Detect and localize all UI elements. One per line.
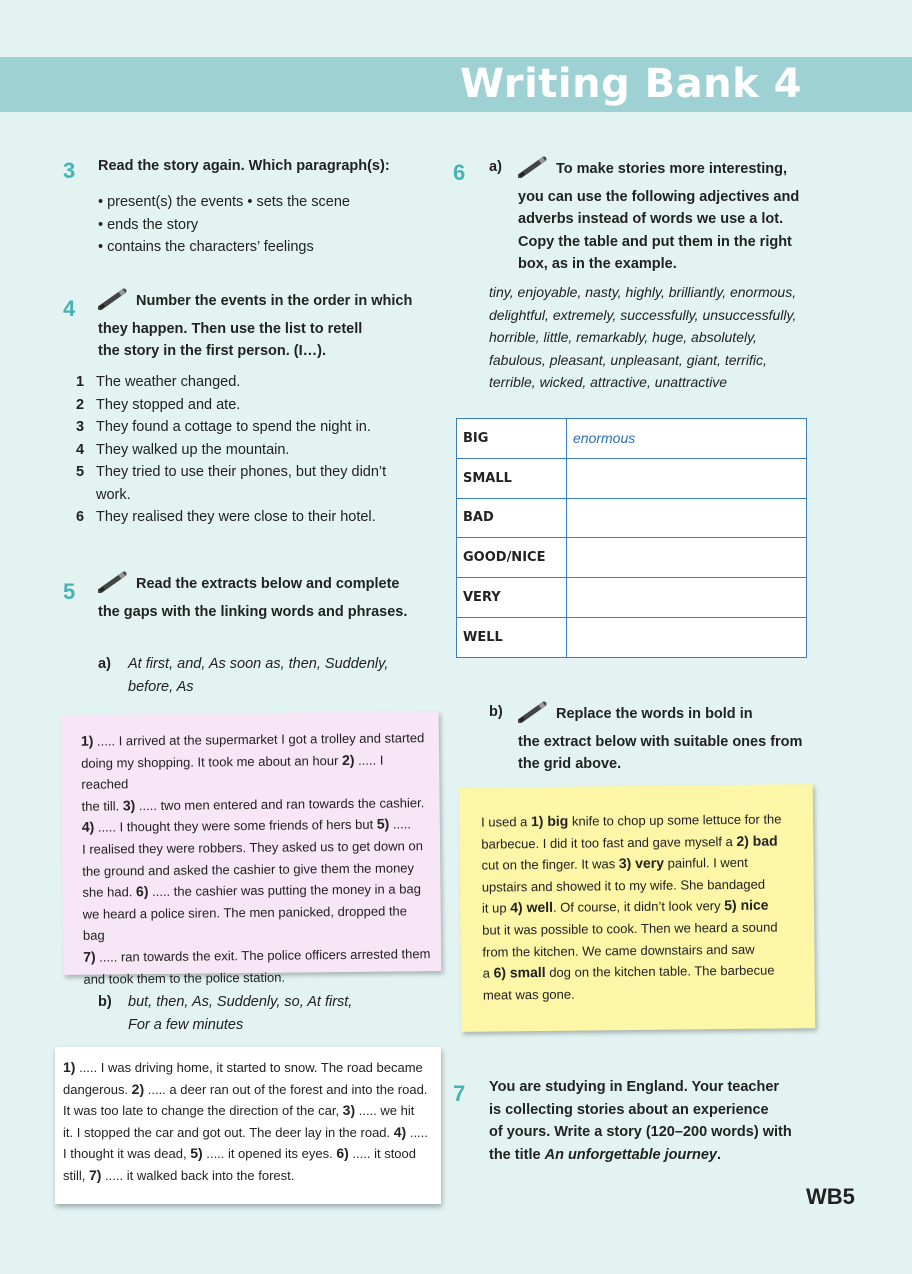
extract-text: ..... ran towards the exit. The police officers arrested them bbox=[95, 946, 431, 965]
exercise-6b-extract-note bbox=[459, 784, 816, 1032]
instruction-line: Read the extracts below and complete bbox=[136, 576, 400, 592]
item-number: 4 bbox=[76, 441, 85, 458]
word-list-line: fabulous, pleasant, unpleasant, giant, terrific, bbox=[489, 351, 767, 368]
word-bank-line: At first, and, As soon as, then, Suddenly, bbox=[128, 656, 389, 672]
extract-text: from the kitchen. We came downstairs and saw bbox=[482, 941, 755, 960]
exercise-4-list bbox=[76, 371, 416, 529]
extract-line bbox=[481, 830, 803, 855]
title-prefix: the title bbox=[489, 1146, 545, 1163]
exercise-4-number: 4 bbox=[63, 296, 76, 321]
extract-line bbox=[481, 808, 803, 833]
instruction-line: the gaps with the linking words and phrases. bbox=[98, 603, 408, 620]
extract-line bbox=[483, 959, 805, 984]
extract-text: knife to chop up some lettuce for the bbox=[568, 811, 782, 829]
table-answer-cell[interactable] bbox=[567, 498, 807, 538]
extract-text: ..... it walked back into the forest. bbox=[101, 1167, 295, 1183]
extract-text: ..... the cashier was putting the money in a bag bbox=[148, 881, 421, 900]
instruction-line: is collecting stories about an experience bbox=[489, 1101, 769, 1118]
pencil-icon bbox=[518, 701, 548, 731]
word-bank-line: before, As bbox=[128, 678, 194, 695]
table-row bbox=[457, 419, 807, 459]
extract-line bbox=[81, 749, 429, 796]
table-label-cell: GOOD/NICE bbox=[457, 538, 567, 578]
instruction-line: you can use the following adjectives and bbox=[518, 188, 800, 205]
extract-line bbox=[81, 727, 429, 752]
instruction-line: the grid above. bbox=[518, 756, 622, 772]
exercise-5-number: 5 bbox=[63, 579, 76, 604]
gap-marker: 6) bbox=[135, 883, 149, 900]
extract-text: ..... bbox=[406, 1124, 428, 1140]
pencil-icon bbox=[518, 156, 548, 186]
word-list-line: horrible, little, remarkably, huge, absolutely, bbox=[489, 329, 757, 345]
extract-text: a bbox=[482, 965, 494, 981]
gap-marker: 2) bbox=[131, 1080, 145, 1097]
extract-text: ..... it stood bbox=[348, 1146, 416, 1162]
extract-text: ..... I was driving home, it started to snow. The road became bbox=[75, 1060, 423, 1075]
table-label-cell: BAD bbox=[457, 498, 567, 538]
extract-text: the till. bbox=[81, 798, 123, 814]
story-title: An unforgettable journey bbox=[544, 1146, 717, 1163]
page-title: Writing Bank 4 bbox=[459, 61, 802, 107]
list-item bbox=[76, 416, 416, 439]
gap-marker: 2) bad bbox=[736, 832, 778, 849]
list-item bbox=[76, 439, 416, 462]
table-label-cell: WELL bbox=[457, 617, 567, 657]
item-text: They realised they were close to their hotel. bbox=[96, 509, 376, 525]
title-suffix: . bbox=[717, 1146, 722, 1163]
item-text: The weather changed. bbox=[96, 374, 241, 390]
instruction-line: the extract below with suitable ones from bbox=[518, 733, 803, 750]
extract-text: ..... it opened its eyes. bbox=[202, 1146, 337, 1162]
extract-line bbox=[83, 943, 431, 968]
exercise-5b-extract-note bbox=[55, 1047, 441, 1204]
extract-line bbox=[63, 1165, 433, 1187]
extract-text: it. I stopped the car and got out. The deer lay in the road. bbox=[63, 1124, 394, 1140]
pencil-icon bbox=[98, 288, 128, 318]
exercise-6-word-list bbox=[489, 281, 796, 394]
extract-text: I used a bbox=[481, 814, 532, 830]
table-answer-cell[interactable] bbox=[567, 617, 807, 657]
extract-text: I thought it was dead, bbox=[63, 1146, 191, 1162]
bullet-line: • contains the characters’ feelings bbox=[98, 239, 314, 255]
extract-text: and took them to the police station. bbox=[83, 969, 286, 987]
table-row bbox=[457, 538, 807, 578]
extract-text: we heard a police siren. The men panicked, dropped the bag bbox=[82, 903, 408, 944]
instruction-line: Replace the words in bold in bbox=[556, 706, 753, 722]
exercise-7-instruction bbox=[489, 1076, 792, 1166]
extract-line bbox=[63, 1143, 433, 1165]
gap-marker: 1) big bbox=[530, 812, 569, 830]
extract-text: painful. I went bbox=[663, 855, 748, 871]
word-list-line: delightful, extremely, successfully, unsuccessfully, bbox=[489, 306, 797, 323]
instruction-line: box, as in the example. bbox=[518, 256, 677, 272]
extract-text: but it was possible to cook. Then we heard a sound bbox=[482, 919, 778, 938]
extract-text: dog on the kitchen table. The barbecue bbox=[545, 962, 775, 981]
exercise-5a-word-bank bbox=[128, 653, 388, 698]
exercise-5b-word-bank bbox=[128, 991, 352, 1036]
gap-marker: 3) very bbox=[618, 854, 665, 872]
gap-marker: 6) small bbox=[493, 964, 546, 981]
exercise-6b-instruction bbox=[518, 701, 802, 776]
table-row bbox=[457, 498, 807, 538]
list-item bbox=[76, 461, 416, 506]
extract-text: meat was gone. bbox=[482, 986, 575, 1003]
extract-text: she had. bbox=[82, 884, 137, 900]
exercise-3-number: 3 bbox=[63, 158, 76, 183]
table-answer-cell[interactable]: enormous bbox=[567, 419, 807, 459]
word-list-line: terrible, wicked, attractive, unattractive bbox=[489, 374, 728, 390]
extract-line bbox=[63, 1057, 433, 1079]
extract-text: It was too late to change the direction of the car, bbox=[63, 1103, 343, 1119]
instruction-line: they happen. Then use the list to retell bbox=[98, 320, 363, 337]
list-item bbox=[76, 394, 416, 417]
table-row bbox=[457, 578, 807, 618]
table-answer-cell[interactable] bbox=[567, 578, 807, 618]
gap-marker: 3) bbox=[122, 796, 136, 814]
exercise-3-instruction: Read the story again. Which paragraph(s): bbox=[98, 158, 390, 174]
gap-marker: 1) bbox=[63, 1059, 76, 1075]
extract-line bbox=[63, 1122, 433, 1144]
gap-marker: 4) bbox=[81, 819, 95, 836]
exercise-5a-label: a) bbox=[98, 656, 111, 672]
gap-marker: 5) bbox=[376, 815, 390, 833]
exercise-5b-label: b) bbox=[98, 994, 112, 1010]
extract-text: ..... bbox=[389, 816, 412, 832]
item-text: They stopped and ate. bbox=[96, 396, 241, 413]
gap-marker: 7) bbox=[83, 948, 96, 965]
table-answer-cell[interactable] bbox=[567, 538, 807, 578]
gap-marker: 6) bbox=[336, 1145, 349, 1162]
item-text: They tried to use their phones, but they didn’t work. bbox=[96, 464, 387, 503]
instruction-line: Number the events in the order in which bbox=[136, 293, 413, 309]
extract-line bbox=[83, 965, 431, 990]
exercise-6a-instruction bbox=[518, 156, 799, 276]
pencil-icon bbox=[98, 571, 128, 601]
extract-line bbox=[63, 1079, 433, 1101]
extract-line bbox=[83, 900, 431, 947]
page-number: WB5 bbox=[806, 1184, 855, 1209]
list-item bbox=[76, 506, 416, 529]
extract-text: it up bbox=[481, 900, 511, 916]
instruction-line: You are studying in England. Your teacher bbox=[489, 1079, 780, 1095]
table-label-cell: VERY bbox=[457, 578, 567, 618]
vocabulary-table bbox=[456, 418, 807, 658]
item-text: They found a cottage to spend the night in. bbox=[96, 419, 371, 435]
gap-marker: 5) nice bbox=[724, 896, 769, 914]
extract-text: upstairs and showed it to my wife. She bandaged bbox=[481, 876, 766, 895]
extract-line bbox=[82, 835, 430, 860]
word-bank-line: but, then, As, Suddenly, so, At first, bbox=[128, 994, 353, 1010]
gap-marker: 1) bbox=[80, 732, 94, 749]
exercise-4-instruction bbox=[98, 288, 412, 363]
extract-text: cut on the finger. It was bbox=[481, 856, 619, 873]
item-number: 5 bbox=[76, 464, 85, 480]
gap-marker: 4) bbox=[393, 1123, 407, 1140]
table-row bbox=[457, 617, 807, 657]
extract-text: ..... a deer ran out of the forest and into the road. bbox=[144, 1081, 428, 1097]
exercise-5a-extract-note bbox=[61, 711, 442, 987]
gap-marker: 3) bbox=[342, 1102, 356, 1119]
exercise-6-number: 6 bbox=[453, 160, 466, 185]
exercise-3-bullets bbox=[98, 191, 350, 259]
gap-marker: 7) bbox=[89, 1166, 102, 1183]
gap-marker: 5) bbox=[190, 1145, 203, 1162]
list-item bbox=[76, 371, 416, 394]
bullet-line: • present(s) the events • sets the scene bbox=[98, 194, 350, 210]
bullet-line: • ends the story bbox=[98, 216, 199, 233]
item-number: 3 bbox=[76, 419, 85, 435]
word-bank-line: For a few minutes bbox=[128, 1016, 244, 1033]
exercise-5-instruction bbox=[98, 571, 407, 623]
instruction-line: the story in the first person. (I…). bbox=[98, 343, 326, 359]
extract-text: ..... I thought they were some friends of hers but bbox=[94, 817, 377, 836]
extract-text: dangerous. bbox=[63, 1081, 132, 1097]
extract-text: ..... I arrived at the supermarket I got a trolley and started bbox=[93, 730, 425, 749]
header-banner bbox=[0, 57, 912, 112]
instruction-line: Copy the table and put them in the right bbox=[518, 233, 792, 250]
instruction-line: adverbs instead of words we use a lot. bbox=[518, 211, 784, 227]
extract-text: I realised they were robbers. They asked us to get down on bbox=[81, 838, 423, 857]
table-row bbox=[457, 458, 807, 498]
gap-marker: 2) bbox=[341, 751, 355, 768]
extract-text: . Of course, it didn’t look very bbox=[552, 898, 725, 916]
extract-line bbox=[482, 916, 804, 941]
extract-text: ..... we hit bbox=[355, 1103, 415, 1119]
table-label-cell: BIG bbox=[457, 419, 567, 459]
instruction-line bbox=[489, 1144, 792, 1167]
word-list-line: tiny, enjoyable, nasty, highly, brilliantly, enormous, bbox=[489, 284, 797, 300]
extract-text: still, bbox=[63, 1167, 89, 1183]
exercise-6b-label: b) bbox=[489, 704, 503, 720]
instruction-line: To make stories more interesting, bbox=[556, 161, 787, 177]
item-text: They walked up the mountain. bbox=[96, 441, 290, 458]
gap-marker: 4) well bbox=[510, 899, 554, 916]
item-number: 6 bbox=[76, 509, 85, 525]
extract-line bbox=[63, 1100, 433, 1122]
exercise-6a-label: a) bbox=[489, 159, 502, 175]
instruction-line: of yours. Write a story (120–200 words) with bbox=[489, 1124, 792, 1140]
item-number: 2 bbox=[76, 396, 85, 413]
table-answer-cell[interactable] bbox=[567, 458, 807, 498]
table-label-cell: SMALL bbox=[457, 458, 567, 498]
item-number: 1 bbox=[76, 374, 85, 390]
extract-text: the ground and asked the cashier to give them the money bbox=[82, 859, 415, 879]
extract-text: doing my shopping. It took me about an hour bbox=[81, 752, 343, 771]
extract-line bbox=[483, 981, 805, 1006]
extract-text: ..... two men entered and ran towards the cashier. bbox=[135, 794, 425, 813]
extract-text: ..... I reached bbox=[81, 752, 384, 792]
extract-text: barbecue. I did it too fast and gave myself a bbox=[481, 833, 737, 852]
exercise-7-number: 7 bbox=[453, 1081, 466, 1106]
